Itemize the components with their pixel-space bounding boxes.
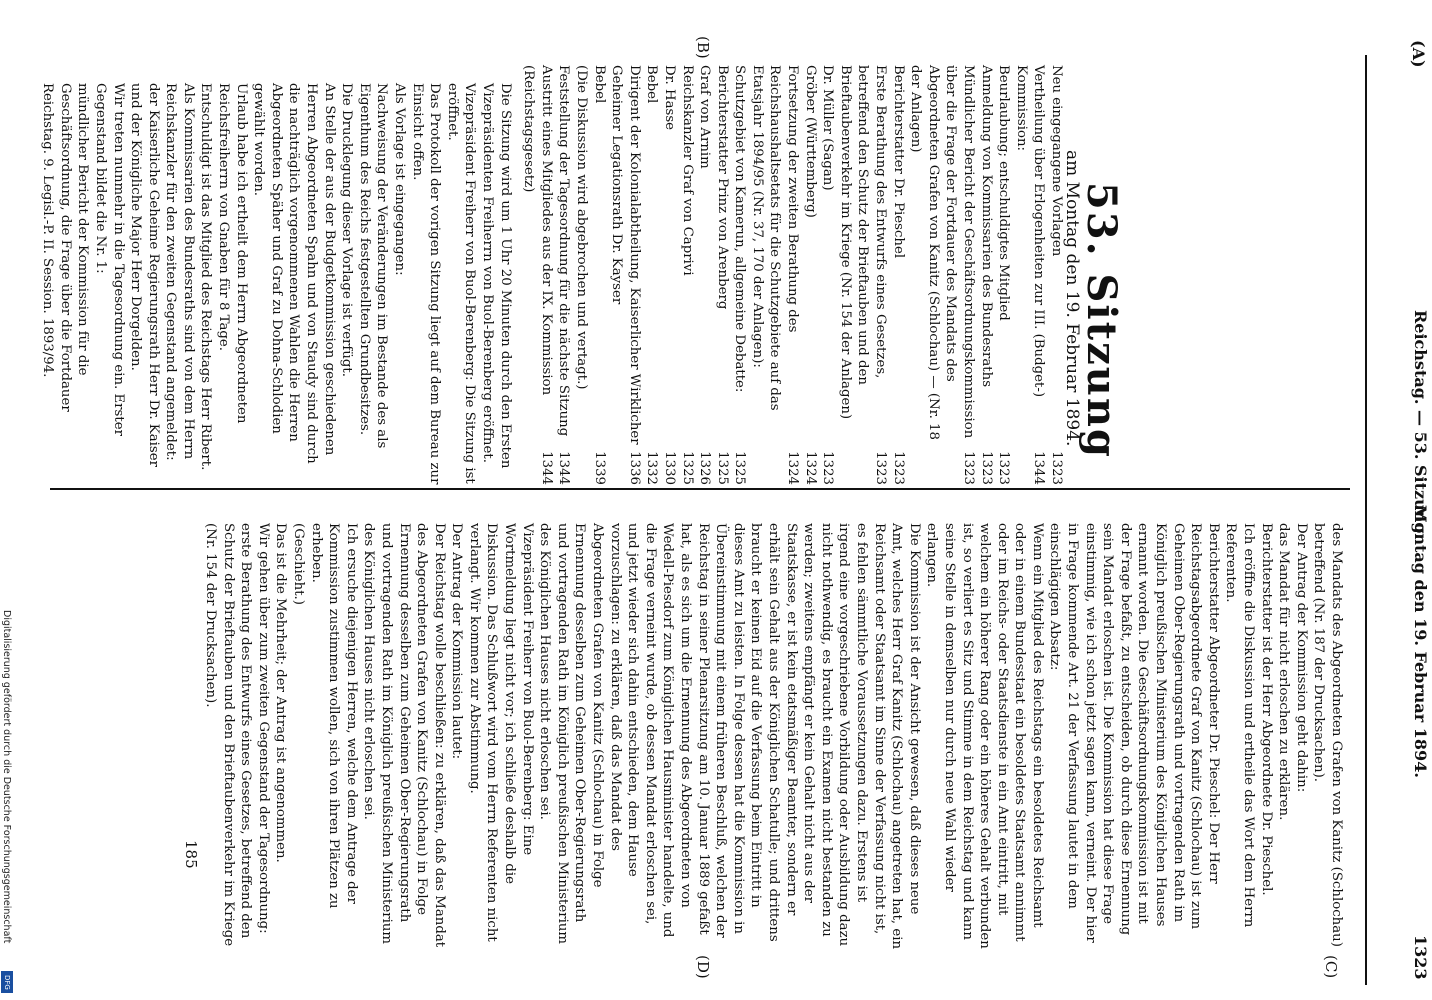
- paragraph: Nachweisung der Veränderungen im Bestande des als Eigenthum des Reichs festgestellten Grundbesitzes.: [356, 83, 390, 449]
- toc-entry: [1012, 65, 1047, 485]
- date-line: Montag den 19. Februar 1894.: [1411, 505, 1430, 778]
- toc-entry-text: Gröber (Württemberg): [802, 65, 818, 218]
- margin-a: (A): [1409, 40, 1428, 68]
- paragraph: Das ist die Mehrheit; der Antrag ist angenommen.: [273, 523, 289, 863]
- paragraph: erste Berathung des Entwurfs eines Gesetzes, betreffend den Schutz der Brieftauben und den Brieftaubenverkehr im Kriege (Nr. 154 der Drucksachen).: [203, 523, 254, 947]
- paragraph: Die Kommission ist der Ansicht gewesen, daß dieses neue Amt, welches Herr Graf Kanitz (Schlochau) angetreten hat, ein Reichsamt oder Staatsamt im Sinne der Verfassung nicht ist, es fehlen sämmtliche Voraussetzungen dazu. Erstens ist irgend eine vorgeschriebene Vorbildung oder Ausbildung dazu nicht nothwendig, es braucht ein Examen nicht bestanden zu werden; zweitens empfängt er kein Gehalt nicht aus der Staatskasse, er ist kein etatsmäßiger Beamter, sondern er erhält sein Gehalt aus der Königlichen Schatulle; und drittens braucht er keinen Eid auf die Verfassung beim Eintritt in dieses Amt zu leisten. In Folge dessen hat die Kommission in Übereinstimmung mit einem früheren Beschluß, welchen der Reichstag in seiner Plenarsitzung am 10. Januar 1889 gefaßt hat, als es sich um die Ernennung des Abgeordneten von Wedell-Piesdorf zum Königlichen Hausminister handelte, und die Frage verneint wurde, ob dessen Mandat erloschen sei, und jetzt wieder sich dahin entschieden, dem Hause vorzuschlagen: zu erklären, daß das Mandat des Abgeordneten Grafen von Kanitz (Schlochau) in Folge Ernennung desselben zum Geheimen Ober-Regierungsrath und vortragenden Rath im Königlich preußischen Ministerium des Königlichen Hauses nicht erloschen sei.: [537, 523, 922, 950]
- toc-entry: [889, 65, 907, 485]
- margin-b: (B): [694, 36, 712, 59]
- toc-entry-page: 1323: [996, 451, 1012, 485]
- running-title: Reichstag. — 53. Sitzung.: [1411, 310, 1430, 540]
- toc-entry-text: Fortsetzung der zweiten Berathung des Reichshaushaltsetats für die Schutzgebiete auf das Etatsjahr 1894/95 (Nr. 37, 170 der Anlagen):: [749, 65, 801, 411]
- right-body: [201, 505, 1345, 950]
- header-rule: [1365, 55, 1367, 985]
- paragraph: Entschuldigt ist das Mitglied des Reichstags Herr Ribert.: [198, 83, 214, 471]
- toc-entry-page: 1323: [820, 451, 836, 485]
- toc-entry-page: [572, 479, 590, 485]
- toc-entry-page: 1344: [1031, 451, 1047, 485]
- paragraph: Wir treten nunmehr in die Tagesordnung ein. Erster Gegenstand bildet die Nr. 1:: [92, 83, 126, 436]
- paragraph: Urlaub habe ich ertheilt dem Herrn Abgeordneten Reichsfreiherrn von Gnaben für 8 Tage.: [216, 83, 249, 424]
- toc-entry-page: 1330: [661, 451, 677, 485]
- toc-entry: [731, 65, 749, 485]
- toc-entry-text: Berichterstatter Prinz von Arenberg: [714, 65, 730, 310]
- toc-entry-text: Mündlicher Bericht der Geschäftsordnungskommission über die Frage der Fortdauer des Mandats des Abgeordneten Grafen von Kanitz (Schlochau) — (Nr. 18 der Anlagen): [908, 65, 977, 440]
- toc-entry-page: 1344: [538, 451, 554, 485]
- toc-entry-page: 1323: [1049, 451, 1064, 485]
- paragraph: Vizepräsident Freiherr von Buol-Berenberg: Eine Wortmeldung liegt nicht vor; ich schließe deshalb die Diskussion. Das Schlußwort wird vom Herrn Referenten nicht verlangt. Wir kommen zur Abstimmung.: [466, 523, 535, 942]
- toc-entry-text: Bebel: [644, 65, 660, 104]
- toc-entry: [748, 65, 801, 485]
- toc-entry-text: Bebel: [591, 65, 607, 104]
- toc-entry: [660, 65, 678, 485]
- toc-entry-page: 1323: [890, 451, 906, 485]
- toc-entry-text: Neu eingegangene Vorlagen: [1049, 65, 1064, 257]
- paragraph: An Stelle der aus der Budgetkommission geschiedenen Herren Abgeordneten Spahn und von Staudy sind durch die nachträglich vorgenommenen Wahlen die Herren Abgeordneten Späher und Graf zu Dohna-Schlodien gewählt worden.: [251, 83, 337, 464]
- paragraph: das Mandat für nicht erloschen zu erklären.: [1276, 523, 1292, 821]
- toc-entry: [907, 65, 977, 485]
- paragraph: Wir gehen über zum zweiten Gegenstand der Tagesordnung:: [255, 523, 271, 934]
- toc-entry: [819, 65, 837, 485]
- toc-entry-page: 1332: [644, 451, 660, 485]
- paragraph: (Geschieht.): [290, 523, 306, 605]
- toc-entry: [977, 65, 995, 485]
- right-column: [201, 505, 1345, 950]
- toc-entry-page: 1325: [714, 451, 730, 485]
- paragraph: Der Antrag der Kommission lautet:: [449, 523, 465, 760]
- toc-entry: [572, 65, 590, 485]
- toc-entry-text: Reichskanzler Graf von Caprivi: [679, 65, 695, 276]
- left-column: [39, 65, 1065, 485]
- toc-entry-page: 1336: [626, 451, 642, 485]
- toc-entry-page: 1344: [556, 451, 572, 485]
- paragraph: Berichterstatter ist der Herr Abgeordnete Dr. Pieschel.: [1258, 523, 1274, 896]
- margin-d: (D): [694, 955, 712, 979]
- toc-entry-page: 1324: [785, 451, 801, 485]
- paragraph: der Kaiserliche Geheime Regierungsrath Herr Dr. Kaiser und der Königliche Major Herr Dorgelden.: [128, 83, 161, 467]
- toc-entry-text: Dr. Hasse: [661, 65, 677, 131]
- toc-entry: [678, 65, 696, 485]
- session-subtitle: am Montag den 19. Februar 1894.: [1062, 150, 1082, 447]
- toc-entry-page: 1339: [591, 451, 607, 485]
- toc-entry-page: 1326: [697, 451, 713, 485]
- toc-entry-page: 1325: [732, 451, 748, 485]
- toc-entry: [590, 65, 608, 485]
- toc-entry-page: 1325: [679, 451, 695, 485]
- margin-c: (C): [1322, 955, 1340, 979]
- table-of-contents: [520, 65, 1065, 485]
- paragraph: mündlicher Bericht der Kommission für die Geschäftsordnung, die Frage über die Fortdauer: [57, 83, 91, 412]
- toc-entry-page: 1323: [978, 451, 994, 485]
- left-body: [39, 65, 514, 485]
- toc-entry-text: Anmeldung von Kommissarien des Bundesraths: [978, 65, 994, 388]
- toc-entry: [696, 65, 714, 485]
- toc-entry-text: Austritt eines Mitgliedes aus der IX. Kommission (Reichstagsgesetz): [521, 65, 554, 396]
- paragraph: Wenn ein Mitglied des Reichstags ein besoldetes Reichsamt oder in einem Bundesstaat ein besoldetes Staatsamt annimmt oder im Reichs- oder Staatsdienste in ein Amt eintritt, mit welchem ein höherer Rang oder ein höheres Gehalt verbunden ist, so verliert es Sitz und Stimme in dem Reichstag und kann seine Stelle in demselben nur durch neue Wahl wieder erlangen.: [924, 523, 1045, 949]
- toc-entry: [555, 65, 573, 485]
- paragraph: Das Protokoll der vorigen Sitzung liegt auf dem Bureau zur Einsicht offen.: [409, 83, 443, 485]
- paragraph: Ich ersuche diejenigen Herren, welche dem Antrage der Kommission zustimmen wollen, sich von ihren Plätzen zu erheben.: [308, 523, 359, 909]
- paragraph: Der Antrag der Kommission geht dahin:: [1293, 523, 1309, 793]
- paragraph: Als Vorlage ist eingegangen:: [392, 83, 408, 276]
- toc-entry: [801, 65, 819, 485]
- toc-entry-page: 1323: [873, 451, 889, 485]
- toc-entry: [836, 65, 889, 485]
- paragraph: Die Drucklegung dieser Vorlage ist verfügt.: [339, 83, 355, 377]
- toc-entry: [713, 65, 731, 485]
- folio: 185: [182, 840, 200, 869]
- dfg-logo: DFG: [1, 971, 13, 993]
- session-title: 53. Sitzung: [1078, 182, 1125, 459]
- toc-entry-text: Dirigent der Kolonialabtheilung, Kaiserlicher Wirklicher Geheimer Legationsrath Dr. Kayser: [609, 65, 642, 445]
- paragraph: Vizepräsident Freiherr von Buol-Berenberg: Die Sitzung ist eröffnet.: [444, 83, 478, 484]
- toc-entry-page: 1323: [961, 451, 977, 485]
- page-header-left: [1409, 40, 1428, 68]
- toc-entry: [643, 65, 661, 485]
- paragraph: Ich eröffne die Diskussion und ertheile das Wort dem Herrn Referenten.: [1223, 523, 1257, 928]
- toc-entry: [1047, 65, 1065, 485]
- toc-entry: [520, 65, 555, 485]
- toc-entry-text: Vertheilung über Erlogenheiten zur III. (Budget-) Kommission:: [1013, 65, 1047, 398]
- column-rule: [50, 488, 1350, 490]
- toc-entry-text: Dr. Müller (Sagan): [820, 65, 836, 191]
- page-number: 1323: [1411, 935, 1430, 980]
- toc-entry-text: Feststellung der Tagesordnung für die nächste Sitzung: [556, 65, 572, 437]
- toc-entry-text: Berichterstatter Dr. Pieschel: [890, 65, 906, 259]
- paragraph: Berichterstatter Abgeordneter Dr. Pieschel: Der Herr Reichstagsabgeordnete Graf von Kanitz (Schlochau) ist zum Geheimen Ober-Regierungsrath und vortragenden Rath im Königlich preußischen Ministerium des Königlichen Hauses ernannt worden. Die Geschäftsordnungskommission ist mit der Frage befaßt, zu entscheiden, ob durch diese Ernennung sein Mandat erloschen ist. Die Kommission hat diese Frage einstimmig, wie ich schon jetzt sagen kann, verneint. Der hier in Frage kommende Art. 21 der Verfassung lautet in dem einschlägigen Absatz:: [1047, 523, 1221, 943]
- toc-entry-text: Erste Berathung des Entwurfs eines Gesetzes, betreffend den Schutz der Brieftauben und den Brieftaubenverkehr im Kriege (Nr. 154 der Anlagen): [837, 65, 889, 420]
- toc-entry-page: 1324: [802, 451, 818, 485]
- paragraph: Der Reichstag wolle beschließen: zu erklären, daß das Mandat des Abgeordneten Grafen von Kanitz (Schlochau) in Folge Ernennung desselben zum Geheimen Ober-Regierungsrath und vortragenden Rath im Königlich preußischen Ministerium des Königlichen Hauses nicht erloschen sei.: [361, 523, 447, 948]
- toc-entry-text: Schutzgebiet von Kamerun, allgemeine Debatte:: [732, 65, 748, 393]
- toc-entry: [995, 65, 1013, 485]
- toc-entry-text: Graf von Arnim: [697, 65, 713, 169]
- paragraph: Reichstag. 9. Legisl.-P. II. Session. 1893/94.: [40, 83, 56, 378]
- paragraph: Die Sitzung wird um 1 Uhr 20 Minuten durch den Ersten Vizepräsidenten Freiherrn von Buol-Berenberg eröffnet.: [480, 83, 513, 469]
- paragraph: des Mandats des Abgeordneten Grafen von Kanitz (Schlochau) betreffend (Nr. 187 der Drucksachen).: [1311, 523, 1344, 947]
- sidebar: [0, 0, 14, 1000]
- toc-entry-text: Beurlaubung; entschuldigtes Mitglied: [996, 65, 1012, 321]
- toc-entry: [608, 65, 643, 485]
- credit-text: Digitalisierung gefördert durch die Deutsche Forschungsgemeinschaft: [1, 610, 12, 944]
- toc-entry-text: (Die Diskussion wird abgebrochen und vertagt.): [573, 65, 589, 390]
- paragraph: Als Kommissarien des Bundesraths sind von dem Herrn Reichskanzler für den zweiten Gegenstand angemeldet:: [163, 83, 196, 461]
